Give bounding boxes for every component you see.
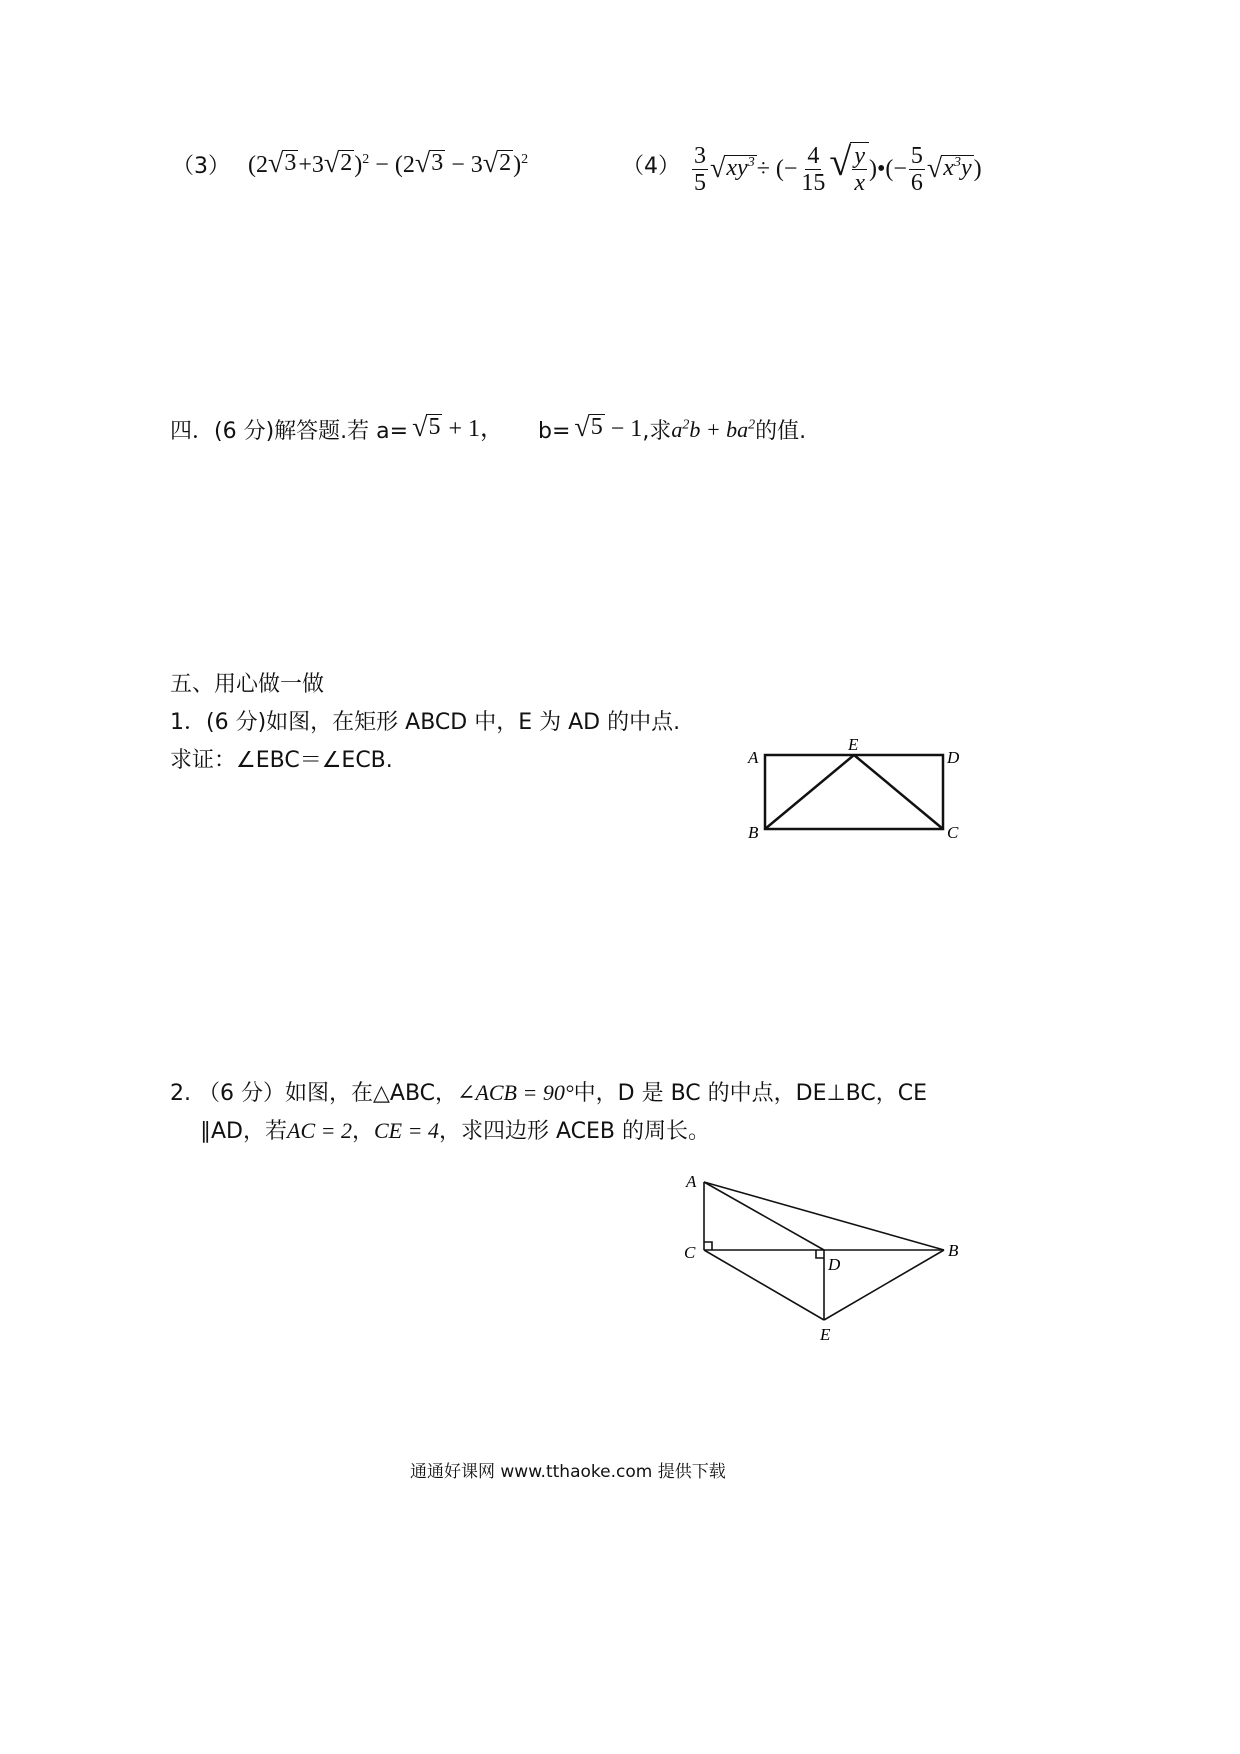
q2-text-a: 2. （6 分）如图，在△ABC， <box>170 1081 458 1106</box>
right-angle-mark-c <box>704 1242 712 1250</box>
p4-dot: )•(− <box>869 155 907 182</box>
p4-frac-3 <box>909 143 925 197</box>
p3-mid: − (2 <box>369 152 415 178</box>
problem-3-number: （3） <box>172 154 230 179</box>
p3-op-2: − 3 <box>445 152 483 178</box>
fig2-label-b: B <box>948 1241 959 1260</box>
p3-op-1: +3 <box>298 152 324 178</box>
p4-r3-exp: 3 <box>953 155 961 171</box>
fig2-label-a: A <box>686 1172 697 1191</box>
q1-line-1: 1．(6 分)如图，在矩形 ABCD 中，E 为 AD 的中点. <box>170 710 681 735</box>
segment-ad <box>704 1182 824 1250</box>
p4-f3-den: 6 <box>910 169 923 196</box>
figure-quadrilateral-aceb <box>670 1160 970 1350</box>
p4-f1-den: 5 <box>694 169 706 196</box>
section-4-tail-2: 的值. <box>755 419 807 444</box>
s4-expr-b: b + ba <box>689 417 749 442</box>
rectangle-abcd <box>765 755 943 829</box>
q2-text-d: ，求四边形 ACEB 的周长。 <box>438 1119 710 1144</box>
section-4-b-label: b= <box>537 419 571 444</box>
page-footer: 通通好课网 www.tthaoke.com 提供下载 <box>410 1462 726 1482</box>
p3-radicand-3: 3 <box>431 150 444 176</box>
s4-plus1: + 1， <box>442 416 504 442</box>
s4-expr-a: a <box>671 417 683 442</box>
fig2-label-c: C <box>684 1243 696 1262</box>
section-4-tail-1: ,求 <box>642 419 672 444</box>
q2-ac: AC = 2 <box>287 1118 352 1143</box>
q2-angle: ∠ACB = 90° <box>457 1080 574 1105</box>
figure-rectangle-abcd <box>740 735 970 850</box>
p3-close-2: ) <box>513 152 522 178</box>
p4-f1-num: 3 <box>694 142 706 169</box>
fig1-label-c: C <box>947 823 959 842</box>
p3-radical-4: √ 2 <box>482 148 512 179</box>
s4-minus1: − 1 <box>604 416 643 442</box>
p4-r2-num: y <box>854 143 865 169</box>
q2-text-b: 中，D 是 BC 的中点，DE⊥BC，CE <box>573 1081 927 1106</box>
section-5-heading: 五、用心做一做 <box>170 672 325 697</box>
fig1-label-a: A <box>748 748 759 767</box>
fig1-label-e: E <box>848 735 859 754</box>
p4-frac-1 <box>692 143 708 197</box>
p3-exp-2: 2 <box>521 152 529 167</box>
p4-f2-den: 15 <box>801 169 826 196</box>
p4-div: ÷ (− <box>756 155 798 182</box>
q2-text-c: ∥AD，若 <box>200 1119 287 1144</box>
p3-close-1: ) <box>354 152 363 178</box>
s4-radicand-a: 5 <box>428 414 441 440</box>
s4-radicand-b: 5 <box>590 414 603 440</box>
q2-line-2 <box>200 1118 710 1144</box>
problem-4-number: （4） <box>622 154 680 179</box>
problem-4-expression <box>690 139 982 197</box>
section-4-line <box>170 408 806 443</box>
p4-radical-3: √ $x^3y$ <box>926 153 972 185</box>
p3-radicand-1: 3 <box>284 150 297 176</box>
p4-frac-2 <box>799 143 827 197</box>
fig2-label-e: E <box>820 1325 831 1344</box>
p3-radicand-4: 2 <box>499 150 512 176</box>
p3-radical-2: √ 2 <box>323 148 353 179</box>
section-4-a-value: √ 5 + 1， <box>412 412 504 443</box>
q2-ce: CE = 4 <box>373 1118 439 1143</box>
p4-r1: xy <box>726 155 748 182</box>
segment-be <box>765 755 854 829</box>
section-4-head: 四．(6 分)解答题.若 a= <box>170 419 409 444</box>
problem-3-expression <box>248 150 528 179</box>
p3-radical-3: √ 3 <box>414 148 444 179</box>
q2-line-1 <box>170 1080 927 1106</box>
segment-ab <box>704 1182 944 1250</box>
p4-r1-exp: 3 <box>747 155 755 171</box>
section-4-expression <box>671 417 755 443</box>
p4-r2-den: x <box>854 170 865 197</box>
p3-exp-1: 2 <box>362 152 370 167</box>
p4-r3-a: x <box>943 155 954 182</box>
segment-ec <box>854 755 943 829</box>
p4-f3-num: 5 <box>910 142 923 169</box>
p4-radical-1: √ $xy^3$ <box>710 153 755 185</box>
segment-eb <box>824 1250 944 1320</box>
fig2-label-d: D <box>828 1255 841 1274</box>
right-angle-mark-d <box>816 1250 824 1258</box>
p4-close: ) <box>973 155 982 182</box>
p3-open: (2 <box>248 152 268 178</box>
q2-sep: ， <box>351 1119 374 1144</box>
fig1-label-d: D <box>947 748 960 767</box>
section-4-b-value: √ 5 − 1 <box>574 412 643 443</box>
p4-f2-num: 4 <box>807 142 820 169</box>
s4-expr-b-exp: 2 <box>748 417 756 433</box>
segment-ce <box>704 1250 824 1320</box>
p3-radicand-2: 2 <box>340 150 353 176</box>
s4-expr-a-exp: 2 <box>682 417 690 433</box>
p4-r3-b: y <box>960 155 972 182</box>
fig1-label-b: B <box>748 823 759 842</box>
q1-line-2: 求证：∠EBC＝∠ECB. <box>170 748 393 773</box>
p3-radical-1: √ 3 <box>268 148 297 179</box>
p4-radical-2: √ $\frac{y}{x}$ <box>829 142 869 197</box>
